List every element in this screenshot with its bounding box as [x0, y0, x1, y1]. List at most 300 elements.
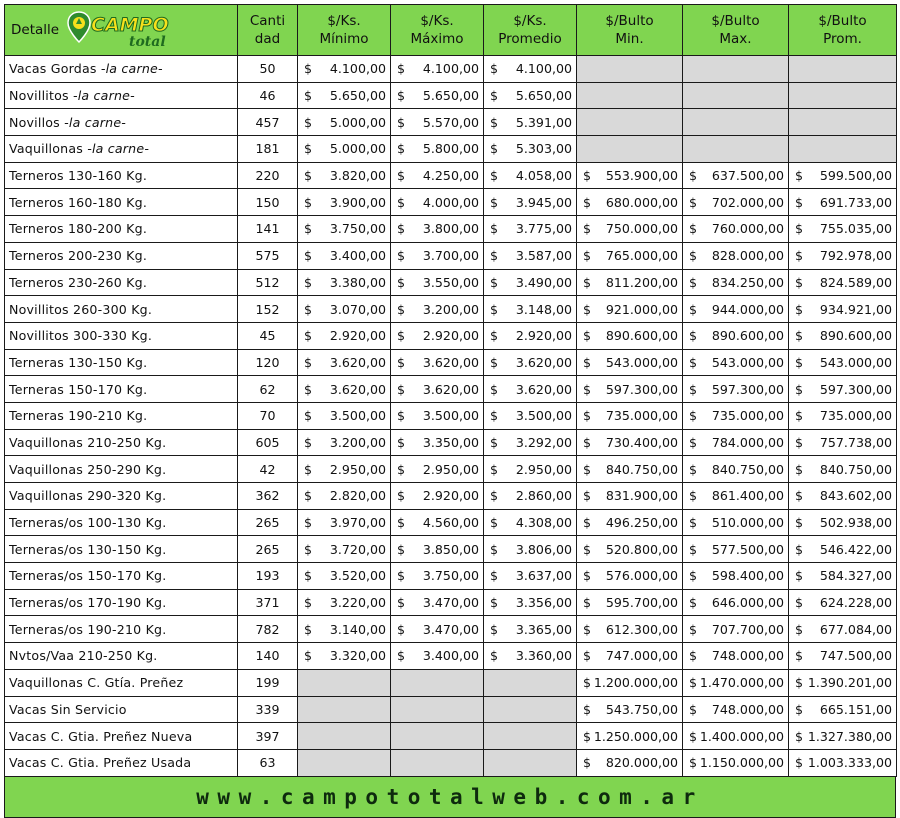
cell-value: 5.391,00	[515, 114, 572, 130]
row-label-text: Novillos	[9, 114, 65, 130]
currency-symbol: $	[795, 274, 804, 290]
cell-value: 584.327,00	[819, 568, 892, 584]
currency-symbol: $	[583, 168, 592, 184]
cell-bulto-prom	[789, 322, 897, 349]
svg-text:CAMPO: CAMPO	[91, 14, 169, 36]
cell-value: 3.070,00	[329, 301, 386, 317]
header-ks-max-l2: Máximo	[410, 31, 464, 47]
cell-bulto-max	[683, 322, 789, 349]
cell-bulto-prom	[789, 589, 897, 616]
cell-value: 637.500,00	[711, 168, 784, 184]
cell-value: 735.000,00	[711, 408, 784, 424]
cell-ks-min	[298, 376, 391, 403]
currency-symbol: $	[490, 621, 499, 637]
currency-symbol: $	[490, 461, 499, 477]
header-bulto-min-l2: Min.	[615, 31, 644, 47]
row-label-sub: -la carne-	[64, 114, 127, 130]
header-ks-max	[391, 5, 484, 56]
cell-value: 840.750,00	[711, 461, 784, 477]
cell-bulto-min	[577, 723, 683, 750]
currency-symbol: $	[304, 61, 313, 77]
cell-value: 765.000,00	[605, 248, 678, 264]
cell-value: 3.365,00	[515, 621, 572, 637]
cell-value: 890.600,00	[711, 328, 784, 344]
currency-symbol: $	[689, 728, 698, 744]
cell-value: 691.733,00	[819, 194, 892, 210]
currency-symbol: $	[689, 274, 698, 290]
table-row	[5, 242, 897, 269]
currency-symbol: $	[490, 434, 499, 450]
currency-symbol: $	[795, 675, 804, 691]
row-label	[5, 269, 238, 296]
cell-value: 677.084,00	[819, 621, 892, 637]
table-row	[5, 456, 897, 483]
cell-value: 2.950,00	[329, 461, 386, 477]
row-cantidad: 70	[238, 402, 298, 429]
cell-value: 755.035,00	[819, 221, 892, 237]
row-label	[5, 189, 238, 216]
currency-symbol: $	[304, 141, 313, 157]
cell-empty	[298, 696, 391, 723]
currency-symbol: $	[689, 595, 698, 611]
cell-value: 576.000,00	[605, 568, 678, 584]
map-pin-icon	[68, 12, 90, 42]
cell-value: 3.620,00	[422, 381, 479, 397]
currency-symbol: $	[795, 248, 804, 264]
campo-total-logo	[67, 9, 175, 51]
table-row	[5, 643, 897, 670]
cell-value: 3.470,00	[422, 621, 479, 637]
currency-symbol: $	[689, 515, 698, 531]
currency-symbol: $	[490, 274, 499, 290]
cell-value: 4.100,00	[422, 61, 479, 77]
row-label	[5, 349, 238, 376]
currency-symbol: $	[689, 461, 698, 477]
currency-symbol: $	[795, 408, 804, 424]
header-bulto-prom-l1: $/Bulto	[818, 13, 867, 29]
cell-value: 543.000,00	[605, 354, 678, 370]
header-cantidad-l1: Canti	[249, 13, 286, 29]
currency-symbol: $	[490, 88, 499, 104]
currency-symbol: $	[304, 114, 313, 130]
currency-symbol: $	[397, 168, 406, 184]
cell-value: 3.550,00	[422, 274, 479, 290]
currency-symbol: $	[490, 221, 499, 237]
currency-symbol: $	[583, 728, 592, 744]
cell-ks-max	[391, 216, 484, 243]
row-label	[5, 536, 238, 563]
row-cantidad: 181	[238, 136, 298, 163]
row-label-sub: -la carne-	[100, 61, 163, 77]
cell-value: 890.600,00	[605, 328, 678, 344]
row-cantidad: 362	[238, 483, 298, 510]
cell-value: 3.750,00	[422, 568, 479, 584]
cell-ks-min	[298, 322, 391, 349]
row-label-text: Vaquillonas 210-250 Kg.	[9, 434, 167, 450]
cell-value: 3.200,00	[422, 301, 479, 317]
cell-value: 3.900,00	[329, 194, 386, 210]
cell-bulto-max	[683, 723, 789, 750]
cell-value: 2.920,00	[515, 328, 572, 344]
cell-value: 843.602,00	[819, 488, 892, 504]
cell-ks-max	[391, 643, 484, 670]
cell-ks-min	[298, 136, 391, 163]
currency-symbol: $	[490, 194, 499, 210]
cell-ks-min	[298, 509, 391, 536]
currency-symbol: $	[583, 675, 592, 691]
cell-bulto-max	[683, 589, 789, 616]
currency-symbol: $	[583, 328, 592, 344]
cell-value: 824.589,00	[819, 274, 892, 290]
currency-symbol: $	[689, 301, 698, 317]
currency-symbol: $	[583, 221, 592, 237]
cell-value: 612.300,00	[605, 621, 678, 637]
currency-symbol: $	[583, 461, 592, 477]
row-cantidad: 782	[238, 616, 298, 643]
cell-ks-prom	[484, 109, 577, 136]
cell-ks-prom	[484, 296, 577, 323]
cell-bulto-max	[683, 616, 789, 643]
cell-bulto-max	[683, 483, 789, 510]
cell-ks-min	[298, 536, 391, 563]
currency-symbol: $	[397, 88, 406, 104]
currency-symbol: $	[397, 541, 406, 557]
cell-value: 5.800,00	[422, 141, 479, 157]
cell-ks-max	[391, 616, 484, 643]
row-cantidad: 120	[238, 349, 298, 376]
cell-empty	[484, 749, 577, 776]
cell-bulto-min	[577, 429, 683, 456]
cell-bulto-min	[577, 456, 683, 483]
cell-bulto-min	[577, 643, 683, 670]
cell-value: 3.800,00	[422, 221, 479, 237]
table-row	[5, 56, 897, 83]
currency-symbol: $	[583, 248, 592, 264]
cell-empty	[683, 82, 789, 109]
currency-symbol: $	[583, 381, 592, 397]
currency-symbol: $	[689, 434, 698, 450]
currency-symbol: $	[490, 541, 499, 557]
cell-value: 2.920,00	[329, 328, 386, 344]
cell-ks-min	[298, 429, 391, 456]
cell-value: 597.300,00	[605, 381, 678, 397]
table-row	[5, 749, 897, 776]
currency-symbol: $	[689, 701, 698, 717]
cell-value: 748.000,00	[711, 701, 784, 717]
cell-bulto-max	[683, 749, 789, 776]
currency-symbol: $	[490, 61, 499, 77]
row-cantidad: 457	[238, 109, 298, 136]
currency-symbol: $	[689, 248, 698, 264]
cell-ks-prom	[484, 616, 577, 643]
currency-symbol: $	[689, 675, 698, 691]
cell-empty	[484, 723, 577, 750]
cell-ks-min	[298, 56, 391, 83]
row-cantidad: 63	[238, 749, 298, 776]
row-label-text: Vaquillonas	[9, 141, 88, 157]
footer-banner	[4, 777, 896, 818]
currency-symbol: $	[583, 515, 592, 531]
cell-value: 2.860,00	[515, 488, 572, 504]
cell-value: 735.000,00	[819, 408, 892, 424]
cell-ks-prom	[484, 456, 577, 483]
currency-symbol: $	[689, 568, 698, 584]
cell-ks-max	[391, 269, 484, 296]
cell-value: 840.750,00	[605, 461, 678, 477]
row-label	[5, 429, 238, 456]
row-label-text: Terneras/os 190-210 Kg.	[9, 621, 167, 637]
row-label	[5, 402, 238, 429]
currency-symbol: $	[795, 194, 804, 210]
table-row	[5, 376, 897, 403]
row-label	[5, 322, 238, 349]
table-row	[5, 429, 897, 456]
cell-ks-max	[391, 402, 484, 429]
cell-bulto-prom	[789, 376, 897, 403]
currency-symbol: $	[795, 515, 804, 531]
cell-value: 680.000,00	[605, 194, 678, 210]
cell-value: 921.000,00	[605, 301, 678, 317]
currency-symbol: $	[583, 701, 592, 717]
table-row	[5, 109, 897, 136]
currency-symbol: $	[795, 354, 804, 370]
cell-value: 3.850,00	[422, 541, 479, 557]
cell-bulto-max	[683, 296, 789, 323]
currency-symbol: $	[304, 221, 313, 237]
cell-value: 3.806,00	[515, 541, 572, 557]
row-cantidad: 339	[238, 696, 298, 723]
cell-value: 496.250,00	[605, 515, 678, 531]
currency-symbol: $	[490, 354, 499, 370]
currency-symbol: $	[583, 194, 592, 210]
currency-symbol: $	[795, 595, 804, 611]
table-row	[5, 616, 897, 643]
cell-value: 730.400,00	[605, 434, 678, 450]
currency-symbol: $	[304, 168, 313, 184]
cell-bulto-min	[577, 696, 683, 723]
currency-symbol: $	[583, 488, 592, 504]
cell-bulto-prom	[789, 696, 897, 723]
cell-bulto-prom	[789, 216, 897, 243]
row-label-text: Terneros 160-180 Kg.	[9, 194, 148, 210]
cell-ks-prom	[484, 536, 577, 563]
row-cantidad: 265	[238, 536, 298, 563]
currency-symbol: $	[304, 381, 313, 397]
cell-bulto-prom	[789, 669, 897, 696]
cell-ks-prom	[484, 136, 577, 163]
cell-empty	[683, 56, 789, 83]
row-label-text: Terneros 230-260 Kg.	[9, 274, 148, 290]
row-label-text: Terneros 200-230 Kg.	[9, 248, 148, 264]
currency-symbol: $	[689, 354, 698, 370]
cell-bulto-max	[683, 269, 789, 296]
cell-value: 5.000,00	[329, 141, 386, 157]
cell-ks-prom	[484, 242, 577, 269]
currency-symbol: $	[795, 541, 804, 557]
header-cantidad	[238, 5, 298, 56]
cell-value: 4.058,00	[515, 168, 572, 184]
cell-ks-max	[391, 456, 484, 483]
cell-bulto-max	[683, 162, 789, 189]
currency-symbol: $	[689, 221, 698, 237]
detalle-label: Detalle	[11, 22, 60, 38]
cell-ks-max	[391, 429, 484, 456]
header-bulto-min	[577, 5, 683, 56]
cell-value: 2.820,00	[329, 488, 386, 504]
row-cantidad: 371	[238, 589, 298, 616]
cell-bulto-prom	[789, 402, 897, 429]
currency-symbol: $	[304, 648, 313, 664]
row-label-text: Novillitos 260-300 Kg.	[9, 301, 153, 317]
row-cantidad: 220	[238, 162, 298, 189]
cell-empty	[577, 82, 683, 109]
cell-ks-prom	[484, 483, 577, 510]
row-label	[5, 136, 238, 163]
currency-symbol: $	[583, 274, 592, 290]
cell-bulto-max	[683, 376, 789, 403]
cell-value: 3.620,00	[515, 381, 572, 397]
cell-value: 543.750,00	[605, 701, 678, 717]
currency-symbol: $	[490, 141, 499, 157]
cell-ks-prom	[484, 269, 577, 296]
cell-bulto-min	[577, 189, 683, 216]
currency-symbol: $	[490, 488, 499, 504]
row-cantidad: 199	[238, 669, 298, 696]
cell-bulto-min	[577, 536, 683, 563]
cell-value: 828.000,00	[711, 248, 784, 264]
row-label-text: Terneras/os 100-130 Kg.	[9, 515, 167, 531]
cell-ks-min	[298, 349, 391, 376]
cell-value: 820.000,00	[605, 755, 678, 771]
row-label-sub: -la carne-	[72, 88, 135, 104]
row-cantidad: 42	[238, 456, 298, 483]
cell-ks-prom	[484, 376, 577, 403]
currency-symbol: $	[397, 621, 406, 637]
row-label-text: Terneros 130-160 Kg.	[9, 168, 148, 184]
row-label	[5, 669, 238, 696]
cell-bulto-max	[683, 536, 789, 563]
cell-value: 1.150.000,00	[699, 755, 784, 771]
cell-value: 890.600,00	[819, 328, 892, 344]
currency-symbol: $	[689, 168, 698, 184]
cell-bulto-min	[577, 322, 683, 349]
cell-bulto-prom	[789, 483, 897, 510]
header-ks-min-l2: Mínimo	[319, 31, 369, 47]
row-label-text: Vaquillonas C. Gtía. Preñez	[9, 675, 184, 691]
row-label-text: Terneras 130-150 Kg.	[9, 354, 148, 370]
cell-bulto-min	[577, 749, 683, 776]
price-report	[4, 4, 896, 814]
cell-value: 3.520,00	[329, 568, 386, 584]
cell-value: 3.400,00	[422, 648, 479, 664]
cell-ks-max	[391, 509, 484, 536]
cell-value: 3.380,00	[329, 274, 386, 290]
currency-symbol: $	[583, 755, 592, 771]
row-label-text: Terneras 150-170 Kg.	[9, 381, 148, 397]
row-cantidad: 46	[238, 82, 298, 109]
cell-value: 1.470.000,00	[699, 675, 784, 691]
table-row	[5, 723, 897, 750]
row-cantidad: 265	[238, 509, 298, 536]
currency-symbol: $	[397, 114, 406, 130]
cell-value: 3.587,00	[515, 248, 572, 264]
cell-value: 4.250,00	[422, 168, 479, 184]
cell-empty	[391, 696, 484, 723]
row-label-text: Terneras/os 130-150 Kg.	[9, 541, 167, 557]
currency-symbol: $	[397, 381, 406, 397]
cell-empty	[577, 109, 683, 136]
cell-empty	[391, 749, 484, 776]
currency-symbol: $	[689, 488, 698, 504]
row-label	[5, 296, 238, 323]
currency-symbol: $	[490, 301, 499, 317]
row-label	[5, 456, 238, 483]
row-label-text: Terneras 190-210 Kg.	[9, 408, 148, 424]
cell-bulto-max	[683, 509, 789, 536]
cell-empty	[789, 136, 897, 163]
currency-symbol: $	[490, 408, 499, 424]
cell-value: 5.000,00	[329, 114, 386, 130]
currency-symbol: $	[795, 728, 804, 744]
currency-symbol: $	[397, 434, 406, 450]
currency-symbol: $	[795, 701, 804, 717]
currency-symbol: $	[397, 301, 406, 317]
cell-value: 3.620,00	[422, 354, 479, 370]
header-ks-prom-l2: Promedio	[498, 31, 562, 47]
currency-symbol: $	[397, 461, 406, 477]
cell-value: 3.637,00	[515, 568, 572, 584]
cell-value: 595.700,00	[605, 595, 678, 611]
cell-value: 1.390.201,00	[807, 675, 892, 691]
row-label	[5, 82, 238, 109]
cell-bulto-max	[683, 429, 789, 456]
currency-symbol: $	[304, 621, 313, 637]
currency-symbol: $	[795, 168, 804, 184]
header-ks-prom-l1: $/Ks.	[513, 13, 547, 29]
cell-bulto-min	[577, 269, 683, 296]
cell-ks-min	[298, 162, 391, 189]
currency-symbol: $	[689, 381, 698, 397]
cell-ks-prom	[484, 56, 577, 83]
cell-bulto-min	[577, 216, 683, 243]
price-table	[4, 4, 897, 777]
cell-value: 5.303,00	[515, 141, 572, 157]
row-label-text: Novillitos 300-330 Kg.	[9, 328, 153, 344]
row-cantidad: 512	[238, 269, 298, 296]
row-label	[5, 216, 238, 243]
row-cantidad: 150	[238, 189, 298, 216]
currency-symbol: $	[795, 755, 804, 771]
row-label	[5, 723, 238, 750]
cell-ks-max	[391, 242, 484, 269]
currency-symbol: $	[490, 648, 499, 664]
currency-symbol: $	[795, 461, 804, 477]
cell-value: 3.620,00	[329, 354, 386, 370]
row-cantidad: 193	[238, 563, 298, 590]
cell-ks-min	[298, 616, 391, 643]
currency-symbol: $	[397, 354, 406, 370]
cell-ks-min	[298, 589, 391, 616]
cell-bulto-min	[577, 242, 683, 269]
currency-symbol: $	[689, 621, 698, 637]
cell-value: 748.000,00	[711, 648, 784, 664]
currency-symbol: $	[397, 141, 406, 157]
cell-ks-prom	[484, 643, 577, 670]
cell-value: 702.000,00	[711, 194, 784, 210]
cell-bulto-max	[683, 669, 789, 696]
currency-symbol: $	[304, 408, 313, 424]
cell-value: 5.570,00	[422, 114, 479, 130]
